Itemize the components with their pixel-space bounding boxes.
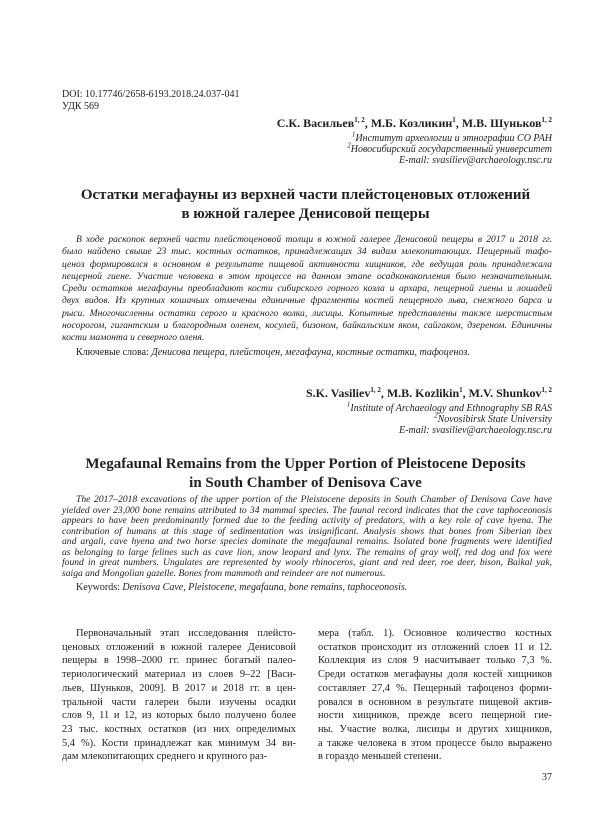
text-line: Первоначальный этап исследования плейсто-	[76, 628, 296, 639]
text-line: слов 9, 11 и 12, из которых было получено более	[62, 710, 296, 722]
body-column-right	[318, 627, 552, 764]
text-line: рыси. Многочисленны остатки серого и красного волка, лисицы. Копытные представлены также шерстистым	[62, 307, 552, 319]
text-line: двух видов. Из крупных кошачьих отмечены единичные фрагменты костей пещерного льва, снежного барса и	[62, 295, 552, 307]
title-line: Megafaunal Remains from the Upper Portion of Pleistocene Deposits	[85, 456, 526, 472]
ru-authors: С.К. Васильев$^{1, 2}$, М.Б. Козликин$^1$, М.В. Шуньков$^{1, 2}$	[276, 116, 552, 130]
text-line: пещеры в 1998–2000 гг. принес богатый палео-	[62, 655, 296, 667]
affiliation	[346, 400, 552, 414]
ru-affiliations	[347, 130, 552, 166]
author-sup: 1, 2	[370, 386, 381, 394]
text-line: в гораздо меньшей степени.	[318, 751, 442, 763]
author-sup: 1, 2	[541, 386, 552, 394]
text-line: ны. Участие волка, лисицы и других хищников,	[318, 723, 552, 735]
text-line: ценовых отложений в южной галерее Денисовой	[62, 641, 296, 653]
text-line: ценоз формировался в основном в результате пищевой активности хищников, где ведущая роль принадлежала	[62, 258, 552, 270]
text-line: yielded over 23,000 bone remains attributed to 34 mammal species. The faunal record indicates that the cave taphoceonosis	[62, 504, 552, 516]
en-abstract	[62, 495, 552, 579]
keywords-text: Denisova Cave, Pleistocene, megafauna, bone remains, taphoceonosis.	[122, 582, 408, 593]
text-line: дам млекопитающих среднего и крупного раз-	[62, 751, 268, 763]
affiliation-text: Новосибирский государственный университет	[350, 144, 552, 155]
ru-keywords	[76, 347, 470, 359]
email: E-mail: svasiliev@archaeology.nsc.ru	[399, 155, 552, 166]
author-sup: 1, 2	[354, 116, 365, 124]
page-number: 37	[542, 772, 552, 783]
author: М.В. Шуньков	[461, 116, 542, 130]
body-column-left	[62, 627, 296, 764]
text-line: носорогом, гигантским и благородным оленем, косулей, бизоном, байкальским яком, сайгаком, дзереном. Единичны	[62, 320, 552, 332]
author: M.B. Kozlikin	[386, 386, 460, 400]
text-line: as belonging to large felines such as cave lion, snow leopard and lynx. The remains of gray wolf, red dog and fox were	[62, 546, 552, 558]
text-line: тральной части галереи были изучены осадки	[62, 696, 296, 708]
keywords-label: Keywords:	[76, 582, 120, 593]
text-line: остатков происходит из отложений слоев 11 и 12.	[318, 641, 552, 653]
text-line: В ходе раскопок верхней части плейстоценовой толщи в южной галерее Денисовой пещеры в 2017 и 2018 гг.	[76, 234, 552, 245]
text-line: льев, Шуньков, 2009]. В 2017 и 2018 гг. в цен-	[62, 682, 296, 694]
text-line: Среди остатков мегафауны преобладают кости сибирского горного козла и архара, пещерной гиены и лошадей	[62, 283, 552, 295]
affiliation-text: Novosibirsk State University	[437, 414, 552, 425]
en-affiliations	[346, 400, 552, 436]
udk: УДК 569	[62, 101, 100, 112]
text-line: appears to have been predominantly formed due to the feeding activity of predators, with a key role of cave hyena. The	[62, 515, 552, 526]
text-line: saiga and Mongolian gazelle. Bones from mammoth and reindeer are not numerous.	[62, 567, 386, 579]
text-line: The 2017–2018 excavations of the upper portion of the Pleistocene deposits in South Chamber of Denisova Cave have	[76, 494, 552, 505]
author-sup: 1	[452, 116, 456, 124]
text-line: составляет 27,4 %. Пещерный тафоценоз форми-	[318, 682, 552, 694]
text-line: было найдено свыше 23 тыс. костных остатков, принадлежащих 34 видам млекопитающих. Пещерный тафо-	[62, 246, 552, 258]
text-line: пещерной гиене. Участие человека в этом процессе на данном этапе осадконакопления было незначительным.	[62, 270, 552, 282]
text-line: териологический материал из слоев 9–22 [Васи-	[62, 669, 296, 681]
text-line: contribution of humans at this stage of sedimentation was insignificant. Analysis shows that bones from Siberian ibex	[62, 525, 552, 537]
text-line: found in great numbers. Ungulates are represented by wooly rhinoceros, giant and red deer, roe deer, bison, Baikal yak,	[62, 557, 552, 568]
keywords-text: Денисова пещера, плейстоцен, мегафауна, костные остатки, тафоценоз.	[151, 347, 470, 358]
text-line: ровался в основном в результате пищевой актив-	[318, 696, 552, 708]
author: С.К. Васильев	[276, 116, 355, 130]
affiliation-sup: 1	[346, 400, 351, 409]
text-line: Коллекция из слоя 9 насчитывает только 7,3 %.	[318, 655, 552, 667]
text-line: and argali, cave hyena and two horse species dominate the megafaunal remains. Isolated bone fragments were identified	[62, 536, 552, 547]
en-authors: S.K. Vasiliev$^{1, 2}$, M.B. Kozlikin$^1$, M.V. Shunkov$^{1, 2}$	[305, 386, 552, 400]
affiliation-sup: 2	[434, 411, 438, 420]
en-keywords	[76, 582, 407, 594]
author: М.Б. Козликин	[370, 116, 453, 130]
en-title	[40, 455, 571, 493]
title-line: Остатки мегафауны из верхней части плейстоценовых отложений	[80, 187, 531, 203]
affiliation	[347, 130, 552, 144]
doi: DOI: 10.17746/2658-6193.2018.24.037-041	[62, 89, 240, 100]
affiliation-sup: 2	[347, 141, 351, 150]
affiliation	[347, 411, 552, 425]
text-line: Среди остатков мегафауны доля костей хищников	[318, 669, 552, 681]
affiliation-text: Institute of Archaeology and Ethnography SB RAS	[350, 403, 552, 414]
email: E-mail: svasiliev@archaeology.nsc.ru	[399, 425, 552, 436]
author: S.K. Vasiliev	[305, 386, 371, 400]
text-line: 5,4 %). Кости принадлежат как минимум 34 ви-	[62, 737, 296, 749]
author-sup: 1, 2	[541, 116, 552, 124]
affiliation-text: Институт археологии и этнографии СО РАН	[355, 133, 552, 144]
text-line: кости мамонта и северного оленя.	[62, 332, 205, 344]
title-line: в южной галерее Денисовой пещеры	[181, 206, 430, 222]
author: M.V. Shunkov	[468, 386, 542, 400]
keywords-label: Ключевые слова:	[76, 347, 149, 358]
text-line: 23 тыс. костных остатков (из них определимых	[62, 723, 296, 735]
text-line: а также человека в этом процессе было выражено	[318, 737, 552, 749]
text-line: ности хищников, прежде всего пещерной гие-	[318, 710, 552, 722]
ru-abstract	[62, 234, 552, 345]
author-sup: 1	[459, 386, 463, 394]
affiliation	[347, 141, 552, 155]
ru-title	[40, 186, 571, 224]
affiliation-sup: 1	[351, 130, 356, 139]
title-line: in South Chamber of Denisova Cave	[189, 475, 422, 491]
text-line: мера (табл. 1). Основное количество костных	[318, 628, 552, 639]
